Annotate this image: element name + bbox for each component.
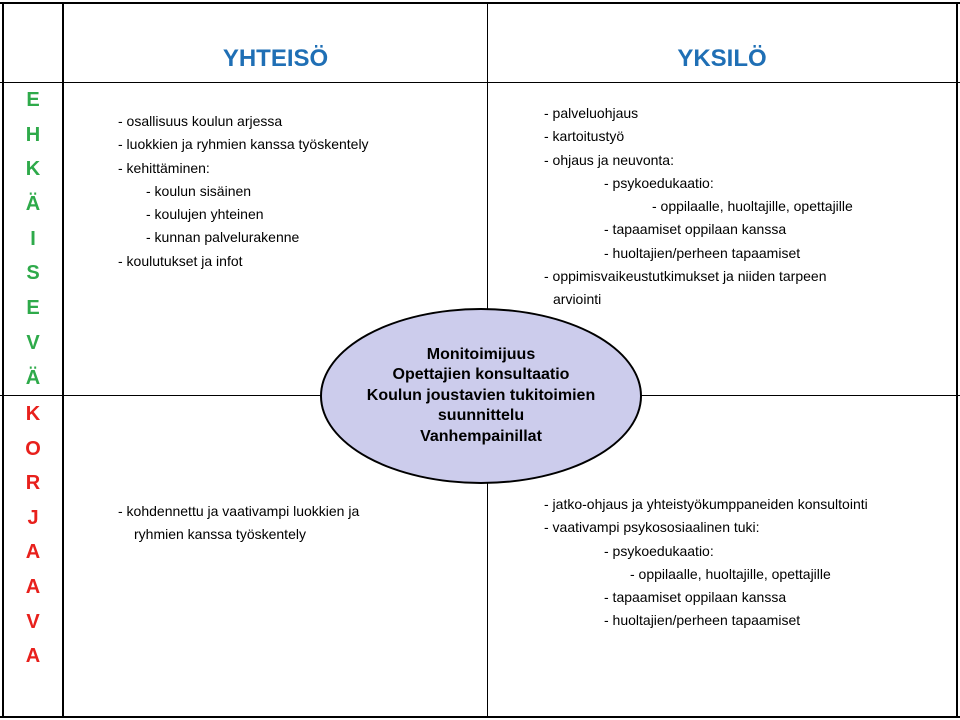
list-item: - jatko-ohjaus ja yhteistyökumppaneiden konsultointi <box>544 496 868 512</box>
center-ellipse <box>320 308 642 484</box>
list-item: - tapaamiset oppilaan kanssa <box>604 589 787 606</box>
row-label-letter: V <box>26 331 40 354</box>
center-line: Vanhempainillat <box>420 427 542 445</box>
border-top <box>0 2 960 4</box>
list-item: - kohdennettu ja vaativampi luokkien ja <box>118 503 360 519</box>
list-item: - psykoedukaatio: <box>604 542 714 559</box>
list-item: - huoltajien/perheen tapaamiset <box>604 612 801 629</box>
list-item: - osallisuus koulun arjessa <box>118 113 283 129</box>
center-line: suunnittelu <box>437 407 525 425</box>
list-item: - kartoitustyö <box>544 128 625 145</box>
border-bottom <box>0 716 960 718</box>
list-item: ryhmien kanssa työskentely <box>134 526 306 543</box>
list-item: - oppilaalle, huoltajille, opettajille <box>652 198 853 215</box>
list-item: - luokkien ja ryhmien kanssa työskentely <box>118 136 369 153</box>
row-label-letter: O <box>25 437 41 460</box>
row-label-letter: E <box>26 89 40 111</box>
header-yksilo: YKSILÖ <box>677 45 767 72</box>
list-item: - palveluohjaus <box>544 105 639 121</box>
list-item: - kehittäminen: <box>118 159 210 176</box>
row-label-ehkaiseva <box>4 89 62 401</box>
header-yhteiso: YHTEISÖ <box>222 45 329 72</box>
list-item: - koulun sisäinen <box>146 182 252 199</box>
list-item: - vaativampi psykososiaalinen tuki: <box>544 519 760 536</box>
cell-bottom-right <box>544 493 868 633</box>
row-label-letter: R <box>25 472 41 495</box>
row-label-korjaava <box>4 403 62 680</box>
row-label-letter: A <box>25 645 41 668</box>
row-label-letter: J <box>27 506 39 529</box>
header-row-divider <box>0 82 960 83</box>
center-line: Koulun joustavien tukitoimien <box>366 386 596 404</box>
row-label-letter: K <box>25 158 41 181</box>
list-item: - huoltajien/perheen tapaamiset <box>604 244 801 261</box>
list-item: - kunnan palvelurakenne <box>146 229 300 246</box>
center-line: Opettajien konsultaatio <box>392 366 570 384</box>
cell-top-left <box>118 110 369 273</box>
row-label-letter: E <box>26 297 40 320</box>
row-label-letter: Ä <box>25 193 41 216</box>
cell-bottom-left <box>118 500 359 547</box>
label-column-divider <box>62 2 64 718</box>
row-label-letter: V <box>26 610 40 633</box>
center-line: Monitoimijuus <box>426 345 536 363</box>
row-label-letter: Ä <box>25 366 41 389</box>
list-item: - oppimisvaikeustutkimukset ja niiden tarpeen <box>544 268 827 285</box>
border-right <box>956 2 958 718</box>
list-item: arviointi <box>553 291 602 308</box>
list-item: - tapaamiset oppilaan kanssa <box>604 221 787 238</box>
list-item: - psykoedukaatio: <box>604 174 714 191</box>
cell-top-right <box>544 102 853 312</box>
list-item: - koulutukset ja infot <box>118 252 243 269</box>
list-item: - koulujen yhteinen <box>146 206 264 223</box>
row-label-letter: A <box>25 575 41 598</box>
list-item: - ohjaus ja neuvonta: <box>544 151 674 168</box>
list-item: - oppilaalle, huoltajille, opettajille <box>630 565 831 582</box>
row-label-letter: S <box>26 262 40 285</box>
row-label-letter: A <box>25 541 41 564</box>
row-label-letter: H <box>25 123 41 146</box>
row-label-letter: I <box>30 227 36 250</box>
row-label-letter: K <box>25 403 41 425</box>
